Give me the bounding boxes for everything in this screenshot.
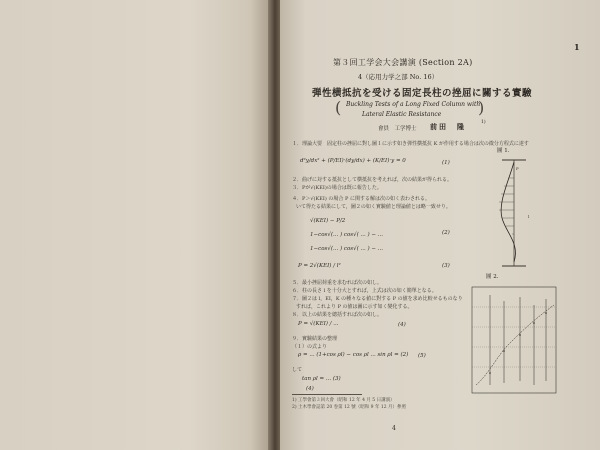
svg-text:P: P (516, 166, 519, 171)
eq-number-4: (4) (398, 322, 406, 328)
paper-title-en-line1: Buckling Tests of a Long Fixed Column with (346, 101, 481, 108)
author-prefix: 會員 工学博士 (378, 126, 417, 132)
footnote-1: 1) 工學會第３回大會（昭和 12 年 4 月 5 日講演） (292, 398, 395, 403)
footnote-2: 2) 土木學會誌第 20 卷第 12 號（昭和 9 年 12 月）參照 (292, 405, 407, 410)
svg-text:l: l (528, 214, 530, 219)
equation-6: ρ = ... (1+cos ρl) − cos ρl ... sin ρl = (2) (298, 352, 409, 358)
body-line-4: ４．P＞√(KEI) の場合 P に関する解は次の如く表わされる。 (292, 196, 430, 202)
body-line-5: いて得たる結果にして，圖２の如く實驗値と理論値とは略一致せり。 (296, 204, 451, 210)
open-paren: ( (335, 98, 342, 117)
section-subheading: 4（応用力学之部 No. 16） (358, 73, 439, 81)
footnote-rule (292, 394, 362, 395)
body-line-6: ５．最小挫屈荷重を求むれば次の如し。 (292, 280, 383, 286)
eq-number-2: (2) (442, 230, 450, 236)
equation-2: √(KEI) − P/2 (310, 218, 346, 224)
body-line-3: ３．Pが√(KEI)の場合は既に報告した。 (292, 185, 382, 191)
body-line-11: ９．實驗結果の整理 (292, 336, 338, 342)
author-mark: 1) (481, 120, 486, 125)
body-line-7: ６．柱の長さ l を十分大とすれば，上式は次の如く簡單となる。 (292, 288, 437, 294)
equation-7: tan ρl = ... (3) (302, 376, 341, 382)
equation-1: d²y/dx² + (P/EI)·(dy/dx) + (K/EI)·y = 0 (300, 158, 406, 164)
eq-number-3: (3) (442, 263, 450, 269)
paper-title-en-line2: Lateral Elastic Resistance (362, 111, 442, 118)
figure-1-column-diagram (484, 158, 544, 268)
body-line-12: （１）の式より (292, 344, 328, 350)
conference-header: 第３回工学会大会講演 (Section 2A) (333, 58, 473, 67)
equation-5: P = √(KEI) / ... (298, 321, 339, 327)
author-name: 前田 隆 (430, 122, 466, 131)
body-line-8: ７．圖２は l，EI，K の種々なる値に對する P の値を求め比較せるものなり (292, 296, 463, 302)
body-line-10: ８．以上の結果を總括すれば次の如し。 (292, 312, 383, 318)
eq-number-1: (1) (442, 160, 450, 166)
figure-2-label: 圖 2. (486, 274, 499, 280)
figure-1-label: 圖 1. (497, 148, 510, 154)
left-page (0, 0, 272, 450)
body-line-1: １．理論大要 固定柱の挫屈に對し圖１に示す如き弾性横抵抗 K が作用する場合は次の微分方程式に達す (292, 141, 529, 147)
close-paren: ) (478, 98, 485, 117)
equation-3: 1−cos√(... ) cos√( ... ) − ... (310, 232, 383, 238)
body-line-2: ２．曲げに対する抵抗として横抵抗を考えれば，次の結果が得られる。 (292, 177, 453, 183)
body-line-13: して (292, 367, 303, 373)
body-line-9: すれば，これより P の値は圖に示す如く變化する。 (296, 304, 413, 310)
paper-title-jp: 弾性横抵抗を受ける固定長柱の挫屈に關する實驗 (312, 88, 533, 99)
page-number: 4 (392, 425, 396, 432)
equation-8: (4) (306, 386, 314, 392)
page-mark: 1 (574, 42, 580, 52)
equation-3b: 1−cos√(... ) cos√( ... ) − ... (310, 246, 383, 252)
figure-2-plot (468, 285, 560, 397)
equation-4: P = 2√(KEI) / l² (298, 263, 341, 269)
eq-number-5: (5) (418, 353, 426, 359)
